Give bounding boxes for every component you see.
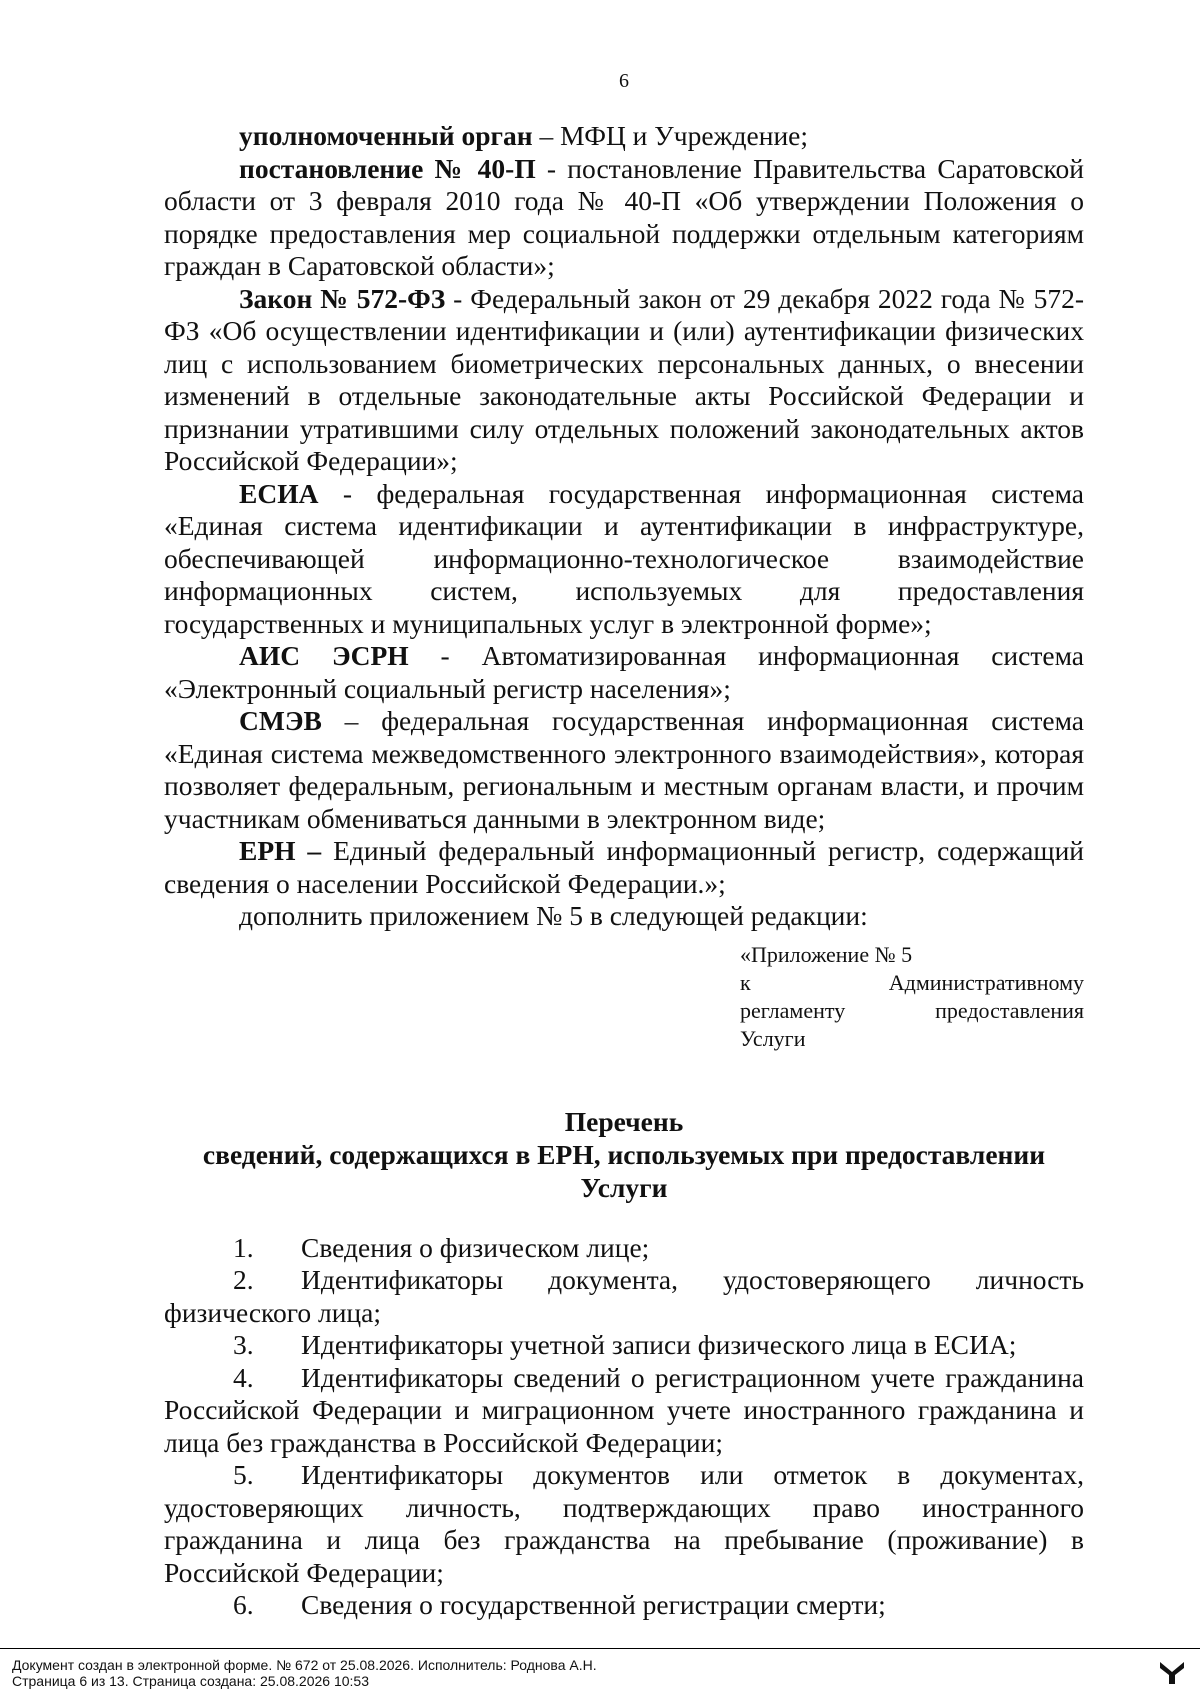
- definition-text: – МФЦ и Учреждение;: [532, 120, 809, 151]
- definition-paragraph: [164, 153, 1084, 283]
- definition-term: Закон № 572-ФЗ: [239, 282, 446, 314]
- definition-term: ЕРН –: [239, 835, 322, 866]
- definition-paragraph: [164, 120, 1084, 153]
- appendix-line: к Административному: [740, 969, 1084, 995]
- list-item-number: 4.: [233, 1361, 254, 1393]
- document-body: [164, 120, 1084, 1622]
- definition-term: постановление № 40-П: [239, 152, 536, 184]
- definition-text: - федеральная государственная информационная система «Единая система идентификации и аутентификации в инфраструктуре, обеспечивающей информационно-технологическое взаимодействие информационных систем, используемых для предоставления государственных и муниципальных услуг в электронной форме»;: [164, 477, 1084, 639]
- list-item: [164, 1329, 1084, 1362]
- definition-paragraph: [164, 283, 1084, 478]
- heading-line: Перечень: [564, 1105, 684, 1137]
- definition-paragraph: [164, 835, 1084, 900]
- footer-line: Страница 6 из 13. Страница создана: 25.08.2026 10:53: [12, 1673, 369, 1689]
- info-list: [164, 1232, 1084, 1622]
- definition-term: уполномоченный орган: [239, 120, 533, 151]
- list-item-number: 6.: [233, 1589, 254, 1620]
- definition-text: Единый федеральный информационный регистр, содержащий сведения о населении Российской Федерации.»;: [164, 835, 1084, 899]
- definition-term: АИС ЭСРН: [239, 640, 409, 671]
- list-item: [164, 1264, 1084, 1329]
- appendix-line: Услуги: [740, 1025, 806, 1051]
- document-footer: [12, 1657, 597, 1689]
- page-number: 6: [619, 70, 629, 92]
- footer-line: Документ создан в электронной форме. № 672 от 25.08.2026. Исполнитель: Роднова А.Н.: [12, 1657, 597, 1673]
- list-heading: [164, 1105, 1084, 1204]
- appendix-reference: [740, 941, 1084, 1053]
- list-item-text: Сведения о физическом лице;: [301, 1231, 650, 1263]
- emblem-icon: [1158, 1660, 1186, 1686]
- list-item-text: Идентификаторы сведений о регистрационном учете гражданина Российской Федерации и миграционном учете иностранного гражданина и лица без гражданства в Российской Федерации;: [164, 1361, 1084, 1458]
- list-item-number: 2.: [233, 1264, 254, 1295]
- list-item: [164, 1589, 1084, 1622]
- heading-line: сведений, содержащихся в ЕРН, используемых при предоставлении: [202, 1138, 1046, 1170]
- list-item-number: 1.: [233, 1231, 254, 1263]
- footer-divider: [0, 1648, 1200, 1649]
- list-item-text: Идентификаторы документа, удостоверяющего личность физического лица;: [164, 1264, 1084, 1328]
- definition-text: - Федеральный закон от 29 декабря 2022 года № 572-ФЗ «Об осуществлении идентификации и (или) аутентификации физических лиц с использованием биометрических персональных данных, о внесении изменений в отдельные законодательные акты Российской Федерации и признании утратившими силу отдельных положений законодательных актов Российской Федерации»;: [164, 282, 1084, 476]
- definition-term: ЕСИА: [239, 477, 319, 509]
- list-item-number: 5.: [233, 1459, 254, 1490]
- list-item-text: Сведения о государственной регистрации смерти;: [301, 1589, 886, 1620]
- appendix-line: «Приложение № 5: [740, 941, 913, 967]
- list-item: [164, 1362, 1084, 1460]
- supplement-line: дополнить приложением № 5 в следующей редакции:: [239, 900, 868, 931]
- list-item-number: 3.: [233, 1329, 254, 1360]
- definition-term: СМЭВ: [239, 705, 322, 736]
- definition-text: - постановление Правительства Саратовской области от 3 февраля 2010 года № 40-П «Об утверждении Положения о порядке предоставления мер социальной поддержки отдельным категориям граждан в Саратовской области»;: [164, 152, 1084, 281]
- list-item-text: Идентификаторы документов или отметок в документах, удостоверяющих личность, подтверждающих право иностранного гражданина и лица без гражданства на пребывание (проживание) в Российской Федерации;: [164, 1459, 1084, 1588]
- definition-text: - Автоматизированная информационная система «Электронный социальный регистр населения»;: [164, 640, 1085, 704]
- appendix-line: регламенту предоставления: [740, 997, 1084, 1023]
- definition-paragraph: [164, 478, 1084, 641]
- definition-paragraph: [164, 640, 1084, 705]
- list-item: [164, 1232, 1084, 1265]
- heading-line: Услуги: [580, 1171, 668, 1203]
- definition-text: – федеральная государственная информационная система «Единая система межведомственного электронного взаимодействия», которая позволяет федеральным, региональным и местным органам власти, и прочим участникам обмениваться данными в электронном виде;: [164, 705, 1084, 834]
- list-item-text: Идентификаторы учетной записи физического лица в ЕСИА;: [301, 1329, 1017, 1360]
- list-item: [164, 1459, 1084, 1589]
- definition-paragraph: [164, 705, 1084, 835]
